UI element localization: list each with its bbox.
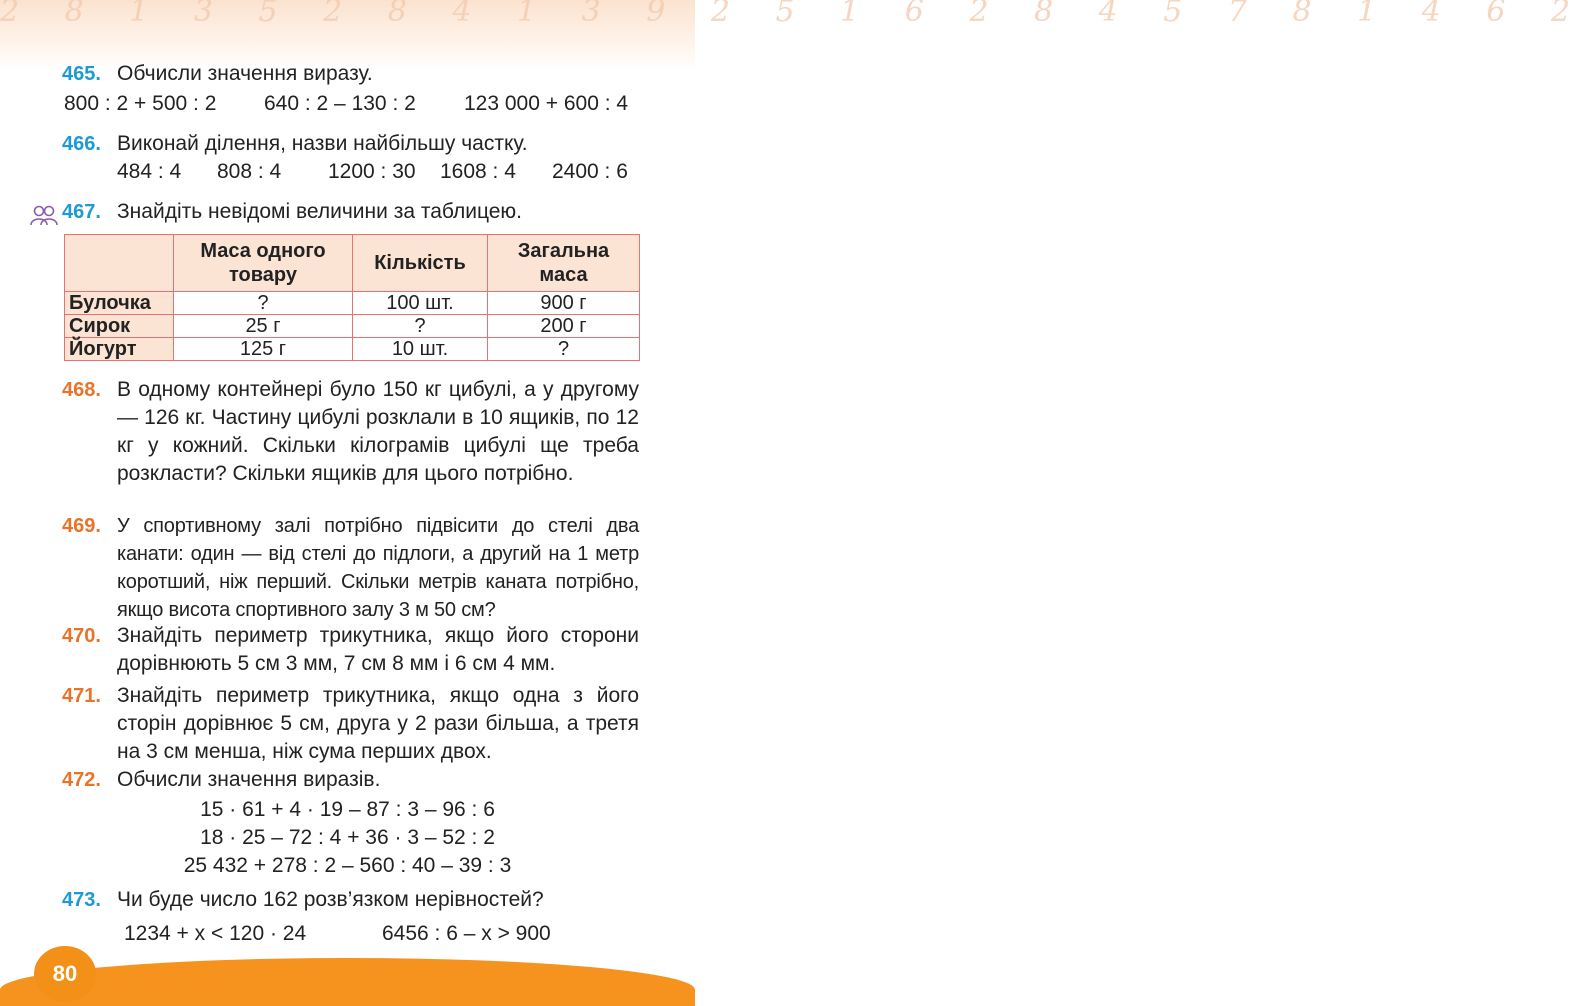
- expression: 1234 + x < 120 · 24: [124, 922, 307, 945]
- exercise-number: 467.: [62, 201, 101, 223]
- table-header: Загальна маса: [488, 235, 640, 292]
- expression: 25 432 + 278 : 2 – 560 : 40 – 39 : 3: [183, 854, 512, 877]
- exercise-number: 472.: [62, 769, 101, 791]
- table-cell: 200 г: [488, 315, 640, 338]
- exercise-text: В одному контейнері було 150 кг цибулі, а у другому — 126 кг. Частину цибулі розклали в 10 ящиків, по 12 кг у кожний. Скільки кілограмів цибулі ще треба розкласти? Скільки ящиків для цього потрібно.: [117, 378, 639, 485]
- exercise-number: 468.: [62, 379, 101, 401]
- exercise-number: 470.: [62, 625, 101, 647]
- table-header: Кількість: [353, 235, 488, 292]
- exercise-text: Знайдіть периметр трикутника, якщо одна з його сторін дорівнює 5 см, друга у 2 рази більша, а третя на 3 см менша, ніж сума перших двох.: [117, 684, 639, 763]
- exercise-text: Чи буде число 162 розв’язком нерівностей?: [117, 888, 544, 911]
- exercise-text: Обчисли значення виразів.: [117, 768, 381, 791]
- data-table: [64, 234, 640, 361]
- exercise-text: У спортивному залі потрібно підвісити до стелі два канати: один — від стелі до підлоги, а другий на 1 метр коротший, ніж перший. Скільки метрів каната потрібно, якщо висота спортивного залу 3 м 50 см?: [117, 515, 639, 621]
- table-row: [65, 338, 640, 361]
- expression: 808 : 4: [217, 160, 282, 183]
- bottom-decor-band: [0, 958, 695, 1006]
- exercise-number: 469.: [62, 515, 101, 537]
- table-cell: Сирок: [65, 315, 174, 338]
- table-header: Маса одного товару: [174, 235, 353, 292]
- table-cell: Булочка: [65, 292, 174, 315]
- exercise-text: Знайдіть невідомі величини за таблицею.: [117, 200, 523, 223]
- expression: 640 : 2 – 130 : 2: [264, 92, 416, 115]
- table-cell: 25 г: [174, 315, 353, 338]
- expression: 18 · 25 – 72 : 4 + 36 · 3 – 52 : 2: [200, 826, 495, 849]
- table-header: [65, 235, 174, 292]
- exercise-number: 466.: [62, 133, 101, 155]
- expression: 800 : 2 + 500 : 2: [64, 92, 217, 115]
- decor-digits: 2 8 1 3 5 2 8 4 1 3 9 2 5 1 6 2 8 4 5 7 8 1 4 6 2: [0, 0, 1588, 29]
- exercise-number: 471.: [62, 685, 101, 707]
- expression: 15 · 61 + 4 · 19 – 87 : 3 – 96 : 6: [200, 798, 495, 821]
- table-cell: ?: [174, 292, 353, 315]
- table-cell: ?: [353, 315, 488, 338]
- table-cell: 10 шт.: [353, 338, 488, 361]
- expression: 6456 : 6 – x > 900: [382, 922, 551, 945]
- table-cell: 900 г: [488, 292, 640, 315]
- exercise-number: 473.: [62, 889, 101, 911]
- expression: 1200 : 30: [328, 160, 416, 183]
- exercise-text: Знайдіть периметр трикутника, якщо його сторони дорівнюють 5 см 3 мм, 7 см 8 мм і 6 см 4 мм.: [117, 624, 639, 675]
- table-header-row: [65, 235, 640, 292]
- exercise-text: Обчисли значення виразу.: [117, 62, 373, 85]
- table-cell: Йогурт: [65, 338, 174, 361]
- table-row: [65, 292, 640, 315]
- exercise-number: 465.: [62, 63, 101, 85]
- expression: 123 000 + 600 : 4: [464, 92, 629, 115]
- expression: 1608 : 4: [440, 160, 516, 183]
- exercise-text: Виконай ділення, назви найбільшу частку.: [117, 132, 528, 155]
- table-cell: 100 шт.: [353, 292, 488, 315]
- expression: 2400 : 6: [552, 160, 628, 183]
- table-cell: ?: [488, 338, 640, 361]
- page-number: 80: [34, 946, 96, 1002]
- expression: 484 : 4: [117, 160, 182, 183]
- table-row: [65, 315, 640, 338]
- table-cell: 125 г: [174, 338, 353, 361]
- two-people-icon: [30, 204, 58, 226]
